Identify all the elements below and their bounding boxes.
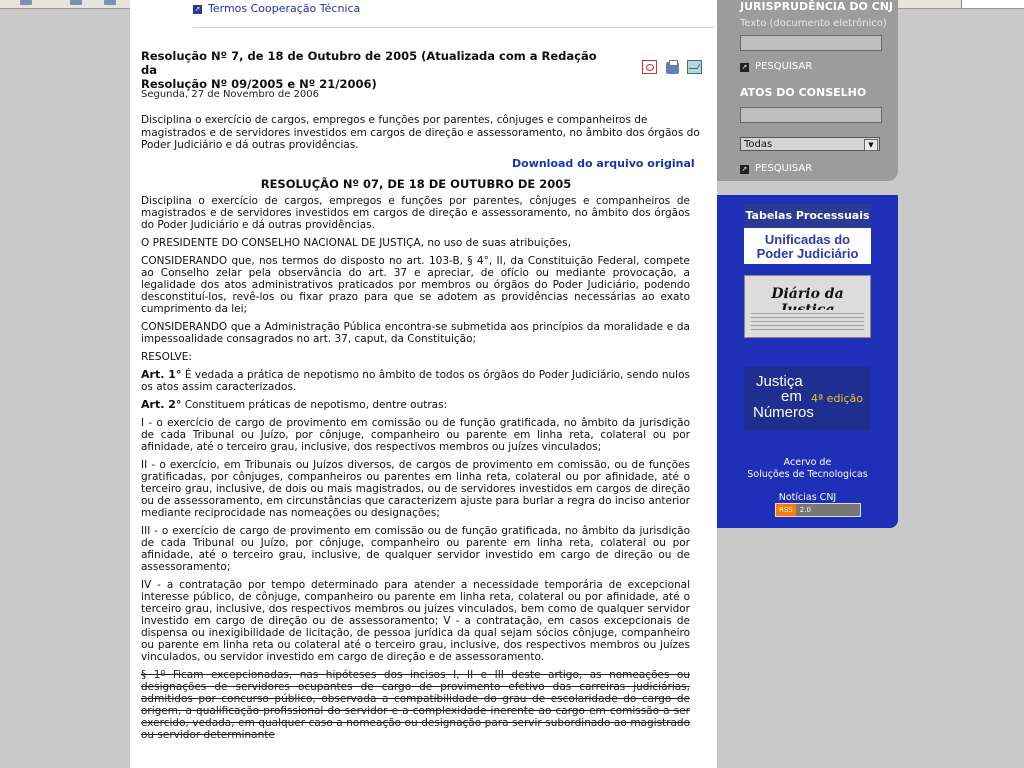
resolution-body (141, 195, 690, 747)
inciso: I - o exercício de cargo de provimento em comissão ou de função gratificada, no âmbito da jurisdição de cada Tribunal ou Juízo, por cônjuge, companheiro ou parente em linha reta, colateral ou por afinidade, até o terceiro grau, inclusive, dos respectivos membros ou juízes vinculados; (141, 417, 690, 453)
main-content (130, 0, 717, 768)
article-label: Art. 2° (141, 398, 182, 411)
rss-icon: RSS (776, 504, 796, 516)
justica-em-numeros-banner[interactable] (744, 367, 871, 431)
paragraph: Disciplina o exercício de cargos, empregos e funções por parentes, cônjuges e companheiros de magistrados e de servidores investidos em cargos de direção e assessoramento, no âmbito dos órgãos do Poder Judiciário e dá outras providências. (141, 195, 690, 231)
search-hint: Texto (documento eletrônico) (740, 18, 887, 29)
atos-search-button[interactable] (740, 163, 812, 174)
banner-title: Diário da (771, 286, 844, 302)
download-link[interactable]: Download do arquivo original (512, 157, 695, 170)
arrow-icon: ➚ (741, 165, 748, 173)
noticias-link[interactable]: Notícias CNJ (778, 492, 837, 503)
paragraph: O PRESIDENTE DO CONSELHO NACIONAL DE JUSTIÇA, no uso de suas atribuições, (141, 237, 571, 249)
atos-type-select[interactable] (740, 137, 880, 151)
arrow-icon: ➚ (194, 4, 201, 13)
article-label: Art. 1° (141, 368, 182, 381)
atos-heading: ATOS DO CONSELHO (740, 86, 867, 99)
article-summary: Disciplina o exercício de cargos, empregos e funções por parentes, cônjuges e companheiros de magistrados e de servidores investidos em cargos de direção e assessoramento, no âmbito dos órgãos do Poder Judiciário e dá outras providências. (141, 114, 700, 151)
inciso: III - o exercício de cargo de provimento em comissão ou de função gratificada, no âmbito da jurisdição de cada Tribunal ou Juízo, por cônjuge, companheiro ou parente em linha reta, colateral ou por afinidade, até o terceiro grau, inclusive, de qualquer servidor investido em cargo de direção ou de assessoramento; (141, 525, 690, 573)
title-line-1: Resolução Nº 7, de 18 de Outubro de 2005 (Atualizada com a Redação da (141, 49, 597, 77)
tabelas-processuais-banner[interactable] (744, 204, 871, 264)
page-icon[interactable] (104, 0, 116, 5)
search-button-label[interactable]: PESQUISAR (755, 163, 813, 174)
edition-label: 4ª edição (811, 392, 864, 405)
jurisprudencia-search-button[interactable] (740, 61, 812, 72)
arrow-icon: ➚ (741, 63, 748, 71)
diario-justica-banner[interactable] (744, 275, 871, 338)
back-icon[interactable] (20, 0, 32, 5)
rss-badge[interactable] (775, 503, 861, 517)
jurisprudencia-heading: JURISPRUDÊNCIA DO CNJ (740, 0, 894, 13)
search-panel (717, 0, 898, 181)
paragraph: CONSIDERANDO que a Administração Pública encontra-se submetida aos princípios da moralidade e da impessoalidade consagrados no art. 37, caput, da Constituição; (141, 321, 690, 345)
banner-title: Tabelas Processuais (744, 204, 871, 228)
rss-version: 2.0 (799, 506, 811, 514)
banner-line: Unificadas do (764, 232, 851, 247)
article-text: É vedada a prática de nepotismo no âmbito de todos os órgãos do Poder Judiciário, sendo nulos os atos assim caracterizados. (141, 369, 690, 393)
select-value: Todas (744, 139, 773, 150)
paragraph: CONSIDERANDO que, nos termos do disposto no art. 103-B, § 4°, II, da Constituição Federal, compete ao Conselho zelar pela observância do art. 37 e apreciar, de ofício ou mediante provocação, a legalidade dos atos administrativos praticados por membros ou órgãos do Poder Judiciário, podendo desconstituí-los, revê-los ou fixar prazo para que se adotem as providências necessárias ao exato cumprimento da lei; (141, 255, 690, 315)
chevron-down-icon[interactable]: ▼ (864, 139, 878, 151)
banner-line: em (781, 388, 802, 405)
inciso: II - o exercício, em Tribunais ou Juízos diversos, de cargos de provimento em comissão, ou de funções gratificadas, por cônjuges, companheiros ou parentes em linha reta, colateral ou por afinidade, até o terceiro grau, inclusive, de dois ou mais magistrados, ou de servidores investidos em cargos de direção ou de assessoramento, em circunstâncias que caracterizem ajuste para burlar a regra do inciso anterior mediante reciprocidade nas nomeações ou designações; (141, 459, 690, 519)
banner-line: Poder Judiciário (756, 246, 859, 261)
address-field[interactable] (961, 0, 1024, 8)
coop-link[interactable] (193, 2, 360, 15)
print-icon[interactable] (666, 62, 679, 74)
inciso: IV - a contratação por tempo determinado para atender a necessidade temporária de excepcional interesse público, de cônjuge, companheiro ou parente em linha reta, colateral ou por afinidade, até o terceiro grau, inclusive, dos respectivos membros ou juízes vinculados, bem como de qualquer servidor investido em cargo de direção ou de assessoramento; V - a contratação, em casos excepcionais de dispensa ou inexigibilidade de licitação, de pessoa jurídica da qual sejam sócios cônjuge, companheiro ou parente em linha reta ou colateral até o terceiro grau, inclusive, dos respectivos membros ou juízes vinculados, ou servidor investido em cargo de direção e de assessoramento. (141, 579, 690, 663)
coop-link-label[interactable]: Termos Cooperação Técnica (208, 2, 361, 15)
article-text: Constituem práticas de nepotismo, dentre outras: (181, 399, 448, 411)
article-date: Segunda, 27 de Novembro de 2006 (141, 89, 320, 100)
page-icon[interactable] (70, 0, 82, 5)
article-1 (141, 369, 690, 393)
revoked-paragraph: § 1º Ficam excepcionadas, nas hipóteses dos incisos I, II e III deste artigo, as nomeações ou designações de servidores ocupantes de cargo de provimento efetivo das carreiras judiciárias, admitidos por concurso público, observada a compatibilidade do grau de escolaridade do cargo de origem, a qualificação profissional do servidor e a complexidade inerente ao cargo em comissão a ser exercido, vedada, em qualquer caso a nomeação ou designação para servir subordinado ao magistrado ou servidor determinante (141, 669, 690, 741)
search-button-label[interactable]: PESQUISAR (755, 61, 813, 72)
page-title (141, 49, 611, 91)
article-tools (642, 60, 707, 77)
divider (193, 27, 715, 28)
jurisprudencia-search-input[interactable] (740, 35, 882, 51)
banner-line: Justiça (756, 373, 803, 390)
promo-panel (717, 195, 898, 528)
atos-search-input[interactable] (740, 107, 882, 123)
resolution-heading: RESOLUÇÃO Nº 07, DE 18 DE OUTUBRO DE 2005 (260, 177, 572, 191)
pdf-icon[interactable] (642, 60, 657, 74)
article-2 (141, 399, 690, 411)
link-line[interactable]: Soluções de Tecnologicas (747, 469, 868, 480)
banner-line: Números (753, 404, 814, 421)
paragraph: RESOLVE: (141, 351, 192, 363)
email-icon[interactable] (687, 60, 702, 74)
newspaper-lines (751, 310, 864, 332)
title-line-2: Resolução Nº 09/2005 e Nº 21/2006) (141, 77, 377, 91)
acervo-link[interactable] (717, 457, 898, 481)
link-line[interactable]: Acervo de (783, 457, 832, 468)
